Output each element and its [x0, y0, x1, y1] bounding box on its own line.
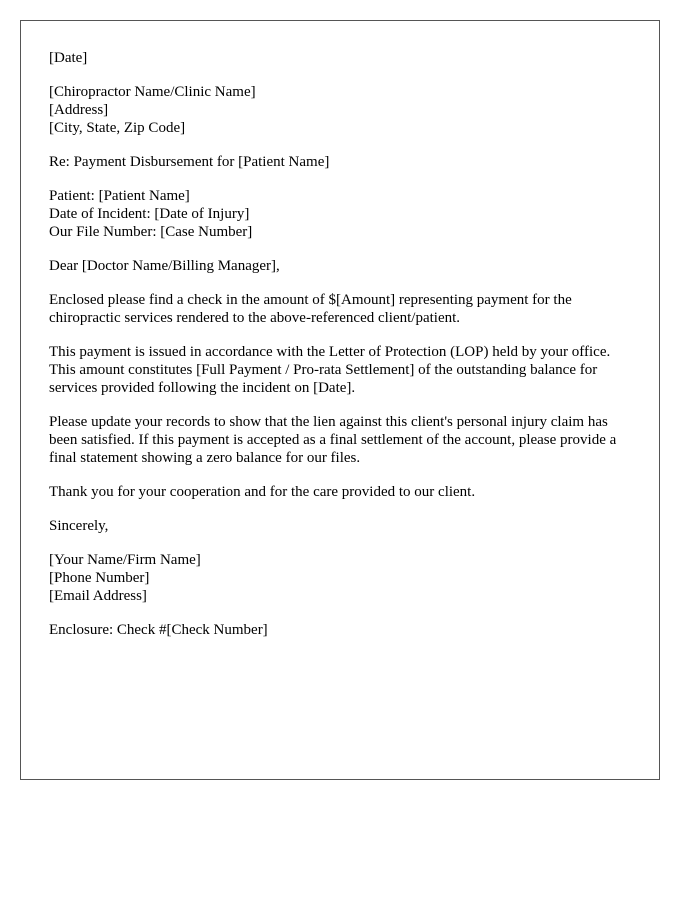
reference-file-number: Our File Number: [Case Number] [49, 224, 253, 240]
enclosure-line: Enclosure: Check #[Check Number] [49, 622, 268, 638]
letter-date: [Date] [49, 50, 88, 66]
letter-body [49, 49, 634, 655]
salutation-block [49, 257, 634, 275]
sender-email: [Email Address] [49, 588, 147, 604]
reference-block [49, 187, 634, 241]
subject-line: Re: Payment Disbursement for [Patient Name] [49, 154, 330, 170]
recipient-address: [Address] [49, 102, 109, 118]
salutation: Dear [Doctor Name/Billing Manager], [49, 258, 280, 274]
sender-block [49, 551, 634, 605]
date-block [49, 49, 634, 67]
letter-page [20, 20, 660, 780]
reference-patient: Patient: [Patient Name] [49, 188, 190, 204]
reference-date-of-incident: Date of Incident: [Date of Injury] [49, 206, 250, 222]
paragraph-lop: This payment is issued in accordance with the Letter of Protection (LOP) held by your office. This amount constitutes [Full Payment / Pro-rata Settlement] of the outstanding balance for services provided following the incident on [Date]. [49, 344, 611, 396]
recipient-block [49, 83, 634, 137]
recipient-name: [Chiropractor Name/Clinic Name] [49, 84, 256, 100]
subject-block [49, 153, 634, 171]
recipient-city-state-zip: [City, State, Zip Code] [49, 120, 186, 136]
sender-name: [Your Name/Firm Name] [49, 552, 201, 568]
paragraph-enclosed-check: Enclosed please find a check in the amount of $[Amount] representing payment for the chiropractic services rendered to the above-referenced client/patient. [49, 292, 572, 326]
closing-block [49, 517, 634, 535]
sender-phone: [Phone Number] [49, 570, 150, 586]
closing: Sincerely, [49, 518, 109, 534]
enclosure-block [49, 621, 634, 639]
paragraph-update-records: Please update your records to show that the lien against this client's personal injury claim has been satisfied. If this payment is accepted as a final settlement of the account, please provide a final statement showing a zero balance for our files. [49, 414, 617, 466]
paragraph-thank-you: Thank you for your cooperation and for the care provided to our client. [49, 484, 476, 500]
